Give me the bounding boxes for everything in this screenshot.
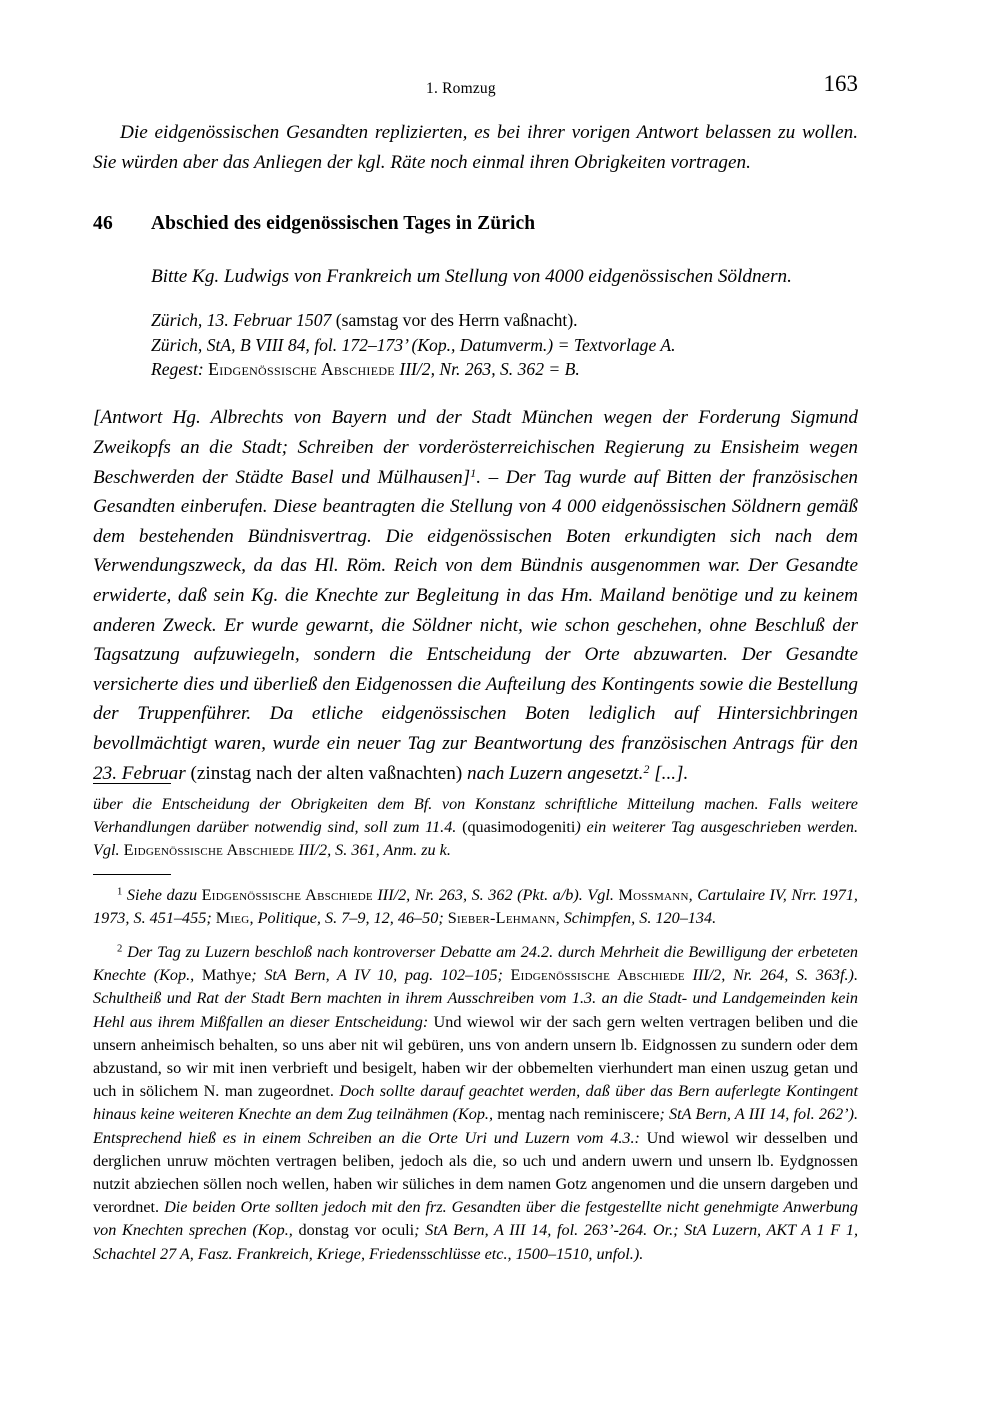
source-line-date: Zürich, 13. Februar 1507 (samstag vor des Herrn vaßnacht). bbox=[151, 310, 578, 331]
source-reference-lines bbox=[151, 308, 858, 381]
source-line-archive: Zürich, StA, B VIII 84, fol. 172–173’ (Kop., Datumverm.) = Textvorlage A. bbox=[151, 334, 676, 355]
document-body-paragraph bbox=[93, 403, 858, 788]
footnote-carryover: über die Entscheidung der Obrigkeiten dem Bf. von Konstanz schriftliche Mitteilung machen. Falls weitere Verhandlungen darüber notwendig sind, soll zum 11.4. (quasimodogeniti) ein weiterer Tag ausgeschrieben werden. Vgl. Eidgenössische Abschiede III/2, S. 361, Anm. zu k. bbox=[93, 795, 859, 860]
footnote-2-marker: 2 bbox=[117, 942, 123, 955]
body-segment-3-roman: (zinstag nach der alten vaßnachten) bbox=[185, 762, 468, 784]
footnote-ref-2[interactable]: 2 bbox=[643, 761, 650, 776]
footnote-ref-1[interactable]: 1 bbox=[470, 465, 477, 480]
page-number: 163 bbox=[823, 71, 858, 96]
document-title: Abschied des eidgenössischen Tages in Zürich bbox=[151, 213, 536, 235]
body-segment-2: . – Der Tag wurde auf Bitten der französischen Gesandten einberufen. Diese beantragten die Stellung von 4 000 eidgenössischen Söldnern gemäß dem bestehenden Bündnisvertrag. Die eidgenössischen Boten erkundigten sich nach dem Verwendungszweck, da das Hl. Röm. Reich von dem Bündnis ausgenommen war. Der Gesandte erwiderte, daß sein Kg. die Knechte zur Begleitung in das Hm. Mailand benötige und zu keinem anderen Zweck. Er wurde gewarnt, die Söldner nicht, wie schon geschehen, ohne Beschluß der Tagsatzung aufzuwiegeln, sondern die Entscheidung der Orte abzuwarten. Der Gesandte versicherte dies und überließ den Eidgenossen die Aufteilung des Kontingents sowie die Bestellung der Truppenführer. Da etliche eidgenössischen Boten lediglich auf Hintersichbringen bevollmächtigt waren, wurde ein neuer Tag zur Beantwortung des französischen Antrags für den 23. Februar bbox=[93, 466, 858, 784]
footnote-1: $^1$ Siehe dazu Eidgenössische Abschiede III/2, Nr. 263, S. 362 (Pkt. a/b). Vgl. Mossmann, Cartulaire IV, Nrr. 1971, 1973, S. 451–455; Mieg, Politique, S. 7–9, 12, 46–50; Sieber-Lehmann, Schimpfen, S. 120–134. bbox=[93, 885, 858, 927]
body-segment-4: nach Luzern angesetzt. bbox=[467, 762, 644, 784]
footnote-2: $^2$ Der Tag zu Luzern beschloß nach kontroverser Debatte am 24.2. durch Mehrheit die Bewilligung der erbeteten Knechte (Kop., Mathye; StA Bern, A IV 10, pag. 102–105; Eidgenössische Abschiede III/2, Nr. 264, S. 363f.). Schultheiß und Rat der Stadt Bern machten in ihrem Ausschreiben vom 1.3. an die Stadt- und Landgemeinden kein Hehl aus ihrem Mißfallen an dieser Entscheidung: Und wiewol wir der sach gern welten vertragen beliben und die unsern anheimisch behalten, so uns aber nit wil gebüren, uns von andern unsern lb. Eidgnossen zu sundern oder dem abzustand, so wir mit inen verbrieft und besigelt, haben wir der obbemelten vierhundert man einen uszug getan und uch in sölichem N. man zugeordnet. Doch sollte darauf geachtet werden, daß über das Bern auferlegte Kontingent hinaus keine weiteren Knechte an dem Zug teilnähmen (Kop., mentag nach reminiscere; StA Bern, A III 14, fol. 262’). Entsprechend hieß es in einem Schreiben an die Orte Uri und Luzern vom 4.3.: Und wiewol wir desselben und derglichen unruw möchten vertragen beliben, jedoch als die, so uch und andern uwern und unsern lb. Eydgnossen nutzit abziechen söllen noch wellen, haben wir süliches in dem namen Gotz angenomen und die unsern dargeben und verordnet. Die beiden Orte sollten jedoch mit den frz. Gesandten über die festgestellte nicht genehmigte Anwerbung von Knechten sprechen (Kop., donstag vor oculi; StA Bern, A III 14, fol. 263’-264. Or.; StA Luzern, AKT A 1 F 1, Schachtel 27 A, Fasz. Frankreich, Kriege, Friedensschlüsse etc., 1500–1510, unfol.). bbox=[93, 942, 859, 1263]
footnote-rule-carryover bbox=[93, 783, 171, 784]
footnote-2-block bbox=[93, 941, 858, 1266]
footnote-rule-main bbox=[93, 874, 171, 875]
footnote-1-marker: 1 bbox=[117, 885, 123, 898]
footnote-area bbox=[93, 783, 858, 1266]
body-segment-5: [...]. bbox=[649, 762, 689, 784]
running-head bbox=[93, 71, 858, 104]
running-head-title: 1. Romzug bbox=[426, 80, 496, 97]
intro-paragraph: Die eidgenössischen Gesandten replizierten, es bei ihrer vorigen Antwort belassen zu wollen. Sie würden aber das Anliegen der kgl. Räte noch einmal ihren Obrigkeiten vortragen. bbox=[93, 122, 858, 173]
footnote-1-block bbox=[93, 874, 858, 930]
source-line-regest: Regest: Eidgenössische Abschiede III/2, Nr. 263, S. 362 = B. bbox=[151, 359, 580, 379]
document-number: 46 bbox=[93, 213, 114, 235]
document-regest: Bitte Kg. Ludwigs von Frankreich um Stellung von 4000 eidgenössischen Söldnern. bbox=[151, 266, 792, 288]
main-text-block bbox=[93, 118, 858, 788]
document-heading bbox=[93, 213, 858, 243]
body-segment-1: [Antwort Hg. Albrechts von Bayern und der Stadt München wegen der Forderung Sigmund Zweikopfs an die Stadt; Schreiben der vorderösterreichischen Regierung zu Ensisheim wegen Beschwerden der Städte Basel und Mülhausen] bbox=[93, 407, 858, 488]
